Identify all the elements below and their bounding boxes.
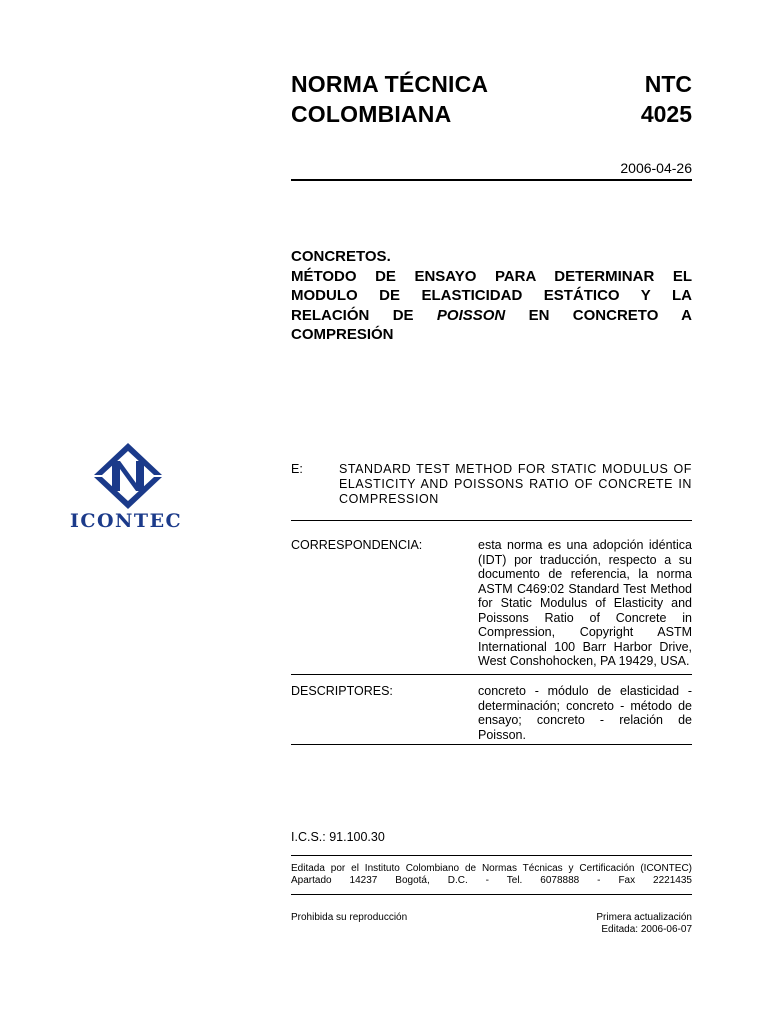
correspondencia-line: esta norma es una adopción idéntica <box>478 538 692 552</box>
correspondencia-divider <box>291 674 692 675</box>
descriptores-line: Poisson. <box>478 727 526 742</box>
main-title-line-3: MODULO DE ELASTICIDAD ESTÁTICO Y LA <box>291 287 692 304</box>
correspondencia-line: West Conshohocken, PA 19429, USA. <box>478 654 690 668</box>
icontec-logo-mark <box>68 441 188 511</box>
reproduction-notice: Prohibida su reproducción <box>291 912 408 923</box>
descriptores-text <box>478 684 692 742</box>
correspondencia-line: Compression, Copyright ASTM <box>478 625 692 639</box>
english-title-line-1: STANDARD TEST METHOD FOR STATIC MODULUS OF <box>339 462 692 476</box>
english-title <box>339 462 692 507</box>
english-title-line-3: COMPRESSION <box>339 492 439 506</box>
ics-code: I.C.S.: 91.100.30 <box>291 830 385 844</box>
descriptores-line: determinación; concreto - método de <box>478 698 692 713</box>
correspondencia-line: ASTM C469:02 Standard Test Method <box>478 581 692 596</box>
main-title-line-2: MÉTODO DE ENSAYO PARA DETERMINAR EL <box>291 267 692 285</box>
main-title-line-4c: EN CONCRETO A <box>528 306 692 324</box>
update-info <box>596 912 692 936</box>
code-line-1: NTC <box>644 71 692 97</box>
update-line-1: Primera actualización <box>596 912 692 923</box>
english-divider <box>291 520 692 521</box>
main-title-line-1: CONCRETOS. <box>291 248 391 265</box>
header-divider <box>291 179 692 181</box>
main-title-line-4a: RELACIÓN DE <box>291 306 414 324</box>
edition-line-2: Apartado 14237 Bogotá, D.C. - Tel. 6078888 - Fax 2221435 <box>291 875 692 886</box>
main-title-poisson: POISSON <box>436 306 506 324</box>
title-line-1: NORMA TÉCNICA <box>291 71 489 97</box>
title-line-2: COLOMBIANA <box>291 101 452 127</box>
correspondencia-line: Poissons Ratio of Concrete in <box>478 610 692 625</box>
standard-code <box>641 69 692 129</box>
code-line-2: 4025 <box>640 101 692 127</box>
english-title-label: E: <box>291 462 303 476</box>
icontec-wordmark: ICONTEC <box>70 510 183 532</box>
edition-info <box>291 863 692 887</box>
update-line-2: Editada: 2006-06-07 <box>601 924 692 935</box>
correspondencia-line: International 100 Barr Harbor Drive, <box>478 639 692 654</box>
main-title-line-5: COMPRESIÓN <box>291 326 394 343</box>
correspondencia-line: for Static Modulus of Elasticity and <box>478 596 692 610</box>
descriptores-line: ensayo; concreto - relación de <box>478 713 692 727</box>
correspondencia-line: documento de referencia, la norma <box>478 567 692 581</box>
descriptores-line: concreto - módulo de elasticidad - <box>478 684 692 698</box>
standard-main-title <box>291 247 692 345</box>
descriptores-divider <box>291 744 692 745</box>
correspondencia-label: CORRESPONDENCIA: <box>291 538 423 552</box>
english-title-line-2: ELASTICITY AND POISSONS RATIO OF CONCRETE IN <box>339 477 692 491</box>
correspondencia-text <box>478 538 692 669</box>
descriptores-label: DESCRIPTORES: <box>291 684 393 698</box>
publication-date: 2006-04-26 <box>620 160 692 176</box>
main-title-line-4 <box>291 306 692 326</box>
correspondencia-line: (IDT) por traducción, respecto a su <box>478 552 692 567</box>
edition-divider <box>291 894 692 895</box>
edition-line-1: Editada por el Instituto Colombiano de Normas Técnicas y Certificación (ICONTEC) <box>291 863 692 874</box>
document-title <box>291 69 488 129</box>
ics-divider <box>291 855 692 856</box>
